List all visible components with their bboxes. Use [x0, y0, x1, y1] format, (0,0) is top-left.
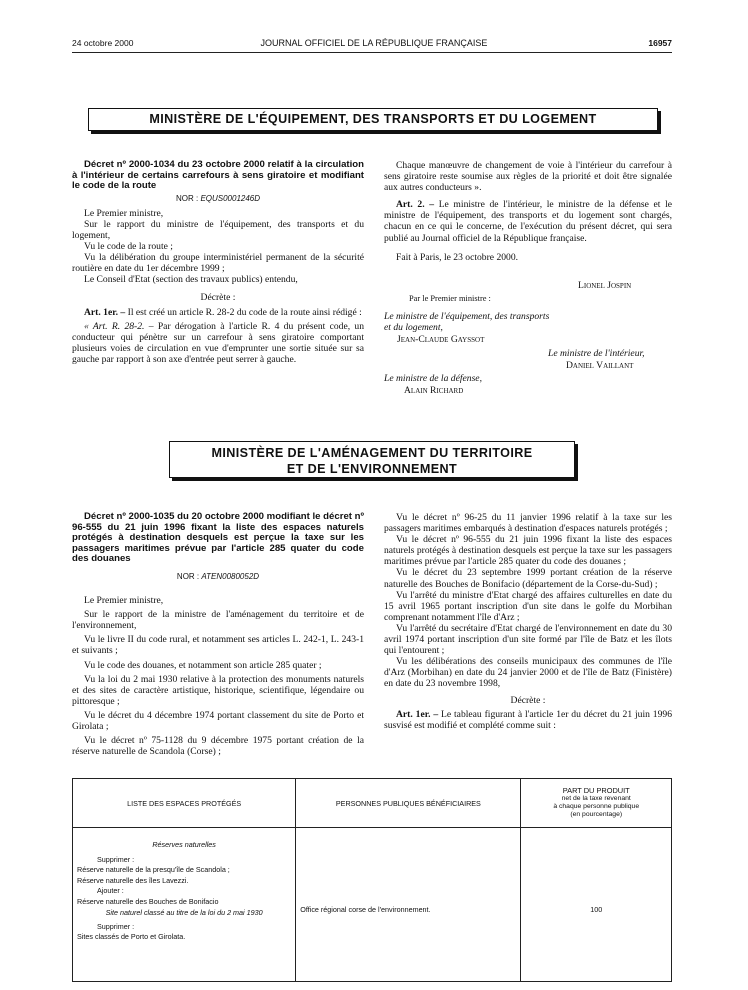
decree1-title: Décret nº 2000-1034 du 23 octobre 2000 relatif à la circulation à l'intérieur de certains carrefours à sens giratoire et modifiant le code de la route: [72, 159, 364, 192]
header-page-number: 16957: [648, 38, 672, 48]
decree2-left-1: Sur le rapport de la ministre de l'aménagement du territoire et de l'environnement,: [72, 609, 364, 632]
ministry-heading: MINISTÈRE DE L'ÉQUIPEMENT, DES TRANSPORTS ET DU LOGEMENT: [88, 108, 658, 131]
col3-header: PART DU PRODUIT net de la taxe revenant à chaque personne publique (en pourcentage): [521, 779, 672, 828]
col2-header: PERSONNES PUBLIQUES BÉNÉFICIAIRES: [296, 779, 521, 828]
min-def-name: Alain Richard: [404, 385, 464, 396]
decree2-right-5: Vu les délibérations des conseils municipaux des communes de l'île d'Arz (Morbihan) en date du 24 janvier 2000 et de l'île de Batz (Finistère) en date du 23 novembre 1998,: [384, 656, 672, 690]
decree1-preamble-2: Vu le code de la route ;: [84, 241, 173, 253]
protected-areas-table: [72, 778, 672, 982]
decree1-done: Fait à Paris, le 23 octobre 2000.: [396, 251, 519, 263]
areas-line: Sites classés de Porto et Girolata.: [77, 932, 186, 941]
decree2-nor: NOR : ATEN0080052D: [176, 571, 260, 581]
decree1-preamble-3: Vu la délibération du groupe interministériel permanent de la sécurité routière en date du 1er décembre 1999 ;: [72, 252, 364, 275]
areas-line: Ajouter :: [97, 886, 124, 895]
decree1-art1-quote: « Art. R. 28-2. – Par dérogation à l'article R. 4 du présent code, un conducteur qui pénètre sur un carrefour à sens giratoire comportant plusieurs voies de circulation en vue d'emprunter une sortie située sur sa gauche par rapport à son axe d'entrée peut serrer à gauche.: [72, 320, 364, 365]
table-row: [73, 828, 672, 982]
decree1-art1-quote-cont: Chaque manœuvre de changement de voie à l'intérieur du carrefour à sens giratoire reste soumise aux règles de la priorité et doit être signalée aux autres conducteurs ».: [384, 160, 672, 194]
table-header-row: [73, 779, 672, 828]
min-equip-name: Jean-Claude Gayssot: [397, 334, 485, 345]
areas-line: Réserve naturelle des îles Lavezzi.: [77, 875, 189, 885]
decree2-left-0: Le Premier ministre,: [84, 595, 164, 607]
decree1-preamble-4: Le Conseil d'Etat (section des travaux publics) entendu,: [84, 274, 298, 286]
min-int-name: Daniel Vaillant: [566, 360, 634, 371]
decree2-left-6: Vu le décret nº 75-1128 du 9 décembre 1975 portant création de la réserve naturelle de Scandola (Corse) ;: [72, 735, 364, 758]
decree1-preamble-0: Le Premier ministre,: [84, 207, 164, 219]
decree1-art1: Art. 1er. – Il est créé un article R. 28-2 du code de la route ainsi rédigé :: [84, 306, 362, 318]
decree1-preamble-1: Sur le rapport du ministre de l'équipement, des transports et du logement,: [72, 218, 364, 242]
decree2-left-2: Vu le livre II du code rural, et notamment ses articles L. 242-1, L. 243-1 et suivants ;: [72, 634, 364, 657]
decree1-art2: Art. 2. – Le ministre de l'intérieur, le ministre de la défense et le ministre de l'équipement, des transports et du logement sont chargés, chacun en ce qui le concerne, de l'exécution du présent décret, qui sera publié au Journal officiel de la République française.: [384, 199, 672, 244]
decree2-right-1: Vu le décret nº 96-555 du 21 juin 1996 fixant la liste des espaces naturels protégés à destination desquels est perçue la taxe sur les passagers maritimes prévue par l'article 285 quater du code des douanes ;: [384, 534, 672, 568]
areas-line: Site naturel classé au titre de la loi du 2 mai 1930: [105, 908, 263, 917]
areas-line: Supprimer :: [97, 921, 135, 931]
table-cell-areas: [73, 828, 296, 982]
decree2-right-2: Vu le décret du 23 septembre 1999 portant création de la réserve naturelle des Bouches de Bonifacio (département de la Corse-du-Sud) ;: [384, 567, 672, 590]
decree2-left-3: Vu le code des douanes, et notamment son article 285 quater ;: [84, 659, 322, 671]
min-equip-title: Le ministre de l'équipement, des transports et du logement,: [384, 311, 550, 333]
decree2-decrete: Décrète :: [510, 694, 546, 706]
decree2-art1: Art. 1er. – Le tableau figurant à l'article 1er du décret du 21 juin 1996 susvisé est modifié et complété comme suit :: [384, 708, 672, 731]
decree2-right-0: Vu le décret nº 96-25 du 11 janvier 1996 relatif à la taxe sur les passagers maritimes embarqués à destination d'espaces naturels protégés ;: [384, 512, 672, 535]
decree1-decrete: Décrète :: [200, 291, 236, 303]
areas-line: Réserve naturelle de la presqu'île de Scandola ;: [77, 865, 230, 874]
min-def-title: Le ministre de la défense,: [384, 373, 482, 384]
table-cell-beneficiary: Office régional corse de l'environnement.: [296, 828, 521, 982]
by-pm: Par le Premier ministre :: [409, 294, 491, 303]
areas-line: Réserve naturelle des Bouches de Bonifacio: [77, 896, 219, 906]
decree2-left-4: Vu la loi du 2 mai 1930 relative à la protection des monuments naturels et des sites de caractère artistique, historique, scientifique, légendaire ou pittoresque ;: [72, 673, 364, 707]
min-int-title: Le ministre de l'intérieur,: [548, 348, 645, 359]
pm-signature: Lionel Jospin: [578, 280, 632, 291]
areas-line: Réserves naturelles: [152, 840, 216, 849]
header-rule: [72, 52, 672, 53]
decree1-left-column: [72, 160, 364, 365]
decree2-title: Décret nº 2000-1035 du 20 octobre 2000 modifiant le décret nº 96-555 du 21 juin 1996 fixant la liste des espaces naturels protégés à destination desquels est perçue la taxe sur les passagers maritimes prévue par l'article 285 quater du code des douanes: [72, 511, 365, 565]
decree1-nor: NOR : EQUS0001246D: [175, 193, 261, 203]
decree2-left-5: Vu le décret du 4 décembre 1974 portant classement du site de Porto et Girolata ;: [72, 709, 364, 732]
header-journal: JOURNAL OFFICIEL DE LA RÉPUBLIQUE FRANÇAISE: [260, 38, 488, 48]
decree2-right-4: Vu l'arrêté du secrétaire d'Etat chargé de l'environnement en date du 30 avril 1974 portant inscription d'un site formé par l'île de Batz et les îlots qui l'entourent ;: [384, 622, 672, 657]
decree2-right-3: Vu l'arrêté du ministre d'Etat chargé des affaires culturelles en date du 15 avril 1965 portant inscription d'un site dans le golfe du Morbihan comprenant notamment l'île d'Arz ;: [384, 589, 672, 623]
header-date: 24 octobre 2000: [72, 38, 134, 48]
col1-header: LISTE DES ESPACES PROTÉGÉS: [73, 779, 296, 828]
decree2-left-column: [72, 512, 364, 757]
decree1-right-column: [384, 160, 672, 263]
areas-line: Supprimer :: [97, 854, 135, 864]
ministry-heading-2: MINISTÈRE DE L'AMÉNAGEMENT DU TERRITOIRE ET DE L'ENVIRONNEMENT: [169, 441, 575, 478]
table-cell-share: 100: [521, 828, 672, 982]
decree2-right-column: [384, 512, 672, 731]
